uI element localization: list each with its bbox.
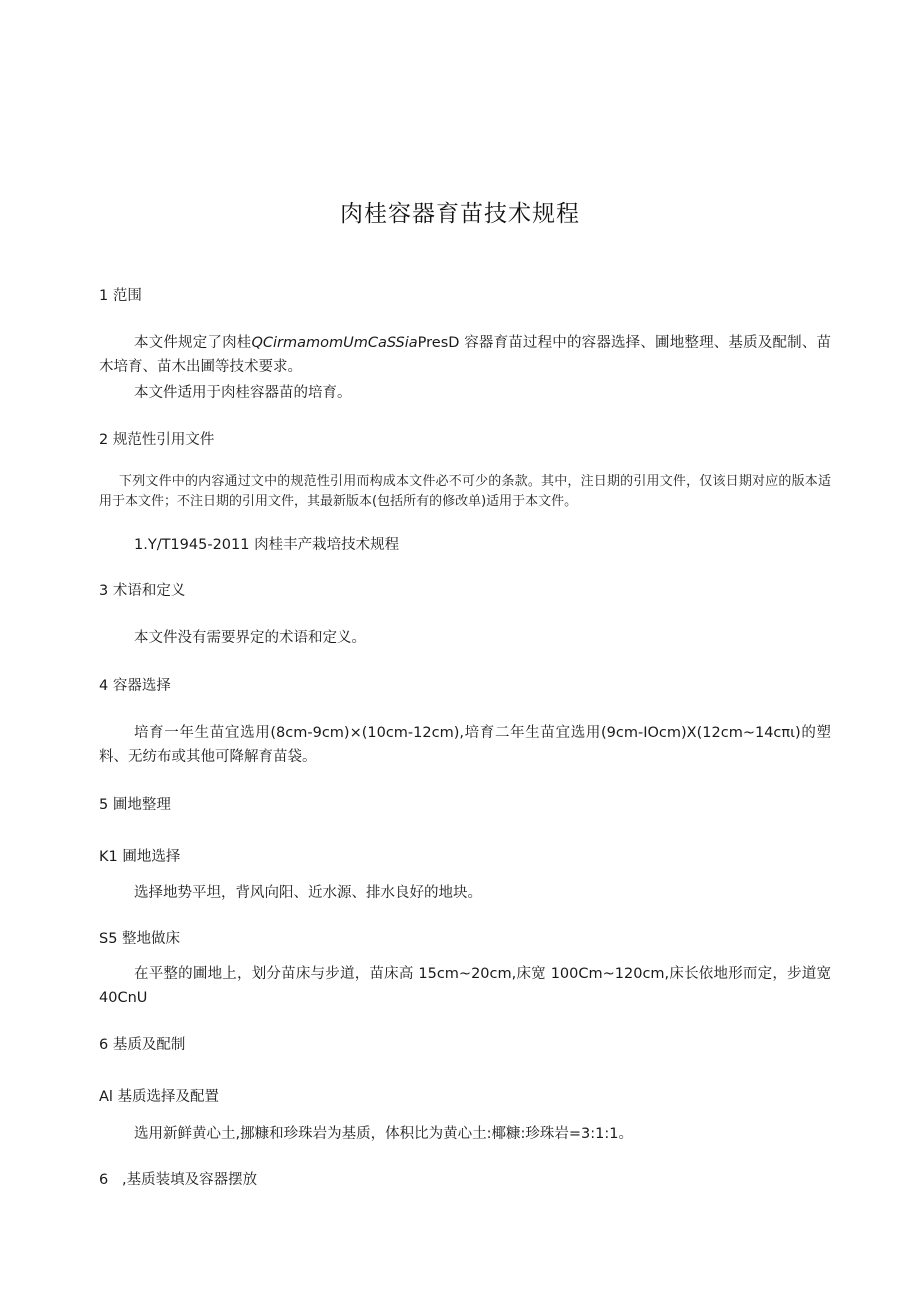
- section-6-heading: 6 基质及配制: [99, 1037, 186, 1053]
- section-5-2-paragraph: 在平整的圃地上，划分苗床与步道，苗床高 15cm~20cm,床宽 100Cm~120cm,床长依地形而定，步道宽 40CnU: [99, 966, 831, 1006]
- document-title: 肉桂容器育苗技术规程: [340, 201, 580, 227]
- section-1-text-before: 本文件规定了肉桂: [134, 335, 252, 351]
- section-1-heading: 1 范围: [99, 288, 142, 304]
- section-5-1-heading: K1 圃地选择: [99, 849, 181, 865]
- section-6-2-heading: 6 ,基质装填及容器摆放: [99, 1172, 258, 1188]
- section-3-paragraph: 本文件没有需要界定的术语和定义。: [134, 630, 366, 646]
- normative-reference: 1.Y/T1945-2011 肉桂丰产栽培技术规程: [134, 537, 400, 553]
- section-5-2-heading: S5 整地做床: [99, 931, 181, 947]
- section-2-heading: 2 规范性引用文件: [99, 432, 215, 448]
- section-1-paragraph-2: 本文件适用于肉桂容器苗的培育。: [134, 385, 352, 401]
- section-5-1-paragraph: 选择地势平坦，背风向阳、近水源、排水良好的地块。: [134, 885, 482, 901]
- section-4-paragraph: 培育一年生苗宜选用(8cm-9cm)×(10cm-12cm),培育二年生苗宜选用(9cm-IOcm)X(12cm~14cπι)的塑料、无纺布或其他可降解育苗袋。: [99, 725, 831, 765]
- section-3-heading: 3 术语和定义: [99, 583, 186, 599]
- section-5-heading: 5 圃地整理: [99, 797, 171, 813]
- section-2-paragraph: 下列文件中的内容通过文中的规范性引用而构成本文件必不可少的条款。其中，注日期的引用文件，仅该日期对应的版本适用于本文件；不注日期的引用文件，其最新版本(包括所有的修改单)适用于本文件。: [99, 474, 831, 509]
- section-4-heading: 4 容器选择: [99, 678, 171, 694]
- section-6-1-heading: Al 基质选择及配置: [99, 1089, 220, 1105]
- species-latin-name: QCirmamomUmCaSSia: [251, 335, 418, 351]
- section-1-paragraph-1: [99, 331, 831, 379]
- section-1-text-after: PresD 容器育苗过程中的容器选择、圃地整理、基质及配制、苗木培育、苗木出圃等技术要求。: [99, 335, 831, 375]
- section-6-1-paragraph: 选用新鲜黄心土,挪糠和珍珠岩为基质，体积比为黄心土:椰糠:珍珠岩=3:1:1。: [134, 1126, 633, 1142]
